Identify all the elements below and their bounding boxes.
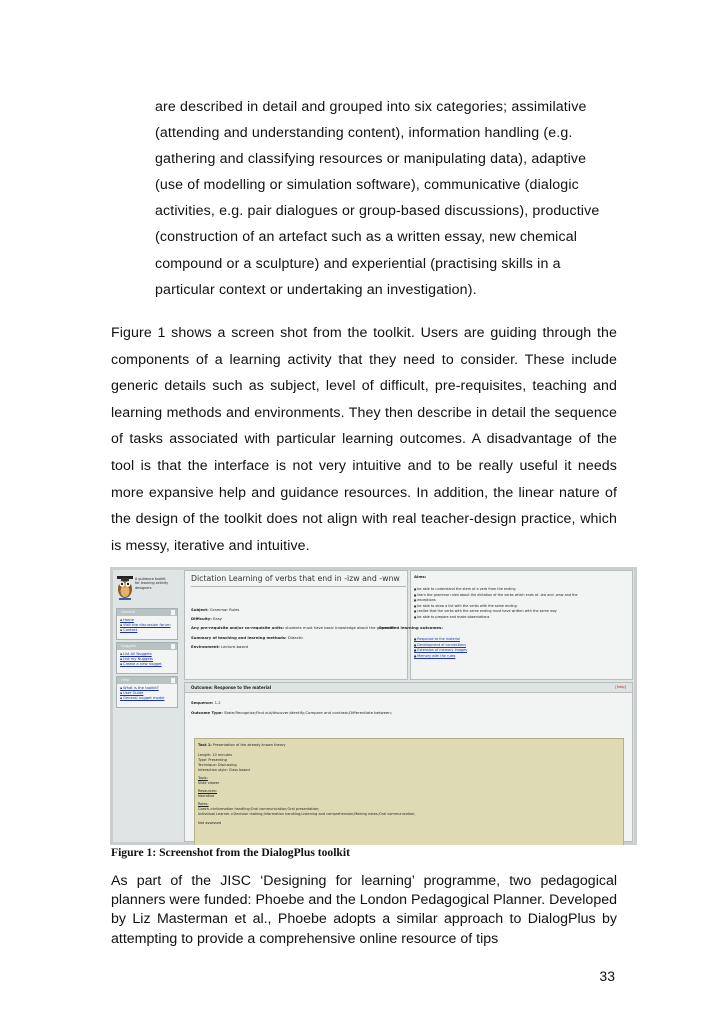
text-line: (attending and understanding content), information handling (e.g. xyxy=(155,125,573,142)
outcome-type-row: Outcome Type: State;Recognise;Find out/discover;Identify;Compare and contrast;Differentiate between; xyxy=(191,710,392,715)
aim-item: ■ be able to prepare and make observations xyxy=(414,615,578,621)
outcome-header xyxy=(185,683,632,693)
aims-label: Aims: xyxy=(414,574,427,579)
nav-link-home[interactable]: ▪ Home xyxy=(120,618,177,623)
aim-item: ■ learn the grammar rules about the dictation of the verbs which ends at -izw and -wnw and the xyxy=(414,593,578,599)
collapse-icon[interactable] xyxy=(171,644,175,649)
nav-link-create-nugget[interactable]: ▪ Create a new nugget xyxy=(120,662,177,667)
logo-line: A guidance toolkit xyxy=(135,577,166,581)
box-header xyxy=(117,643,177,650)
task-detail: Technique: Discussing xyxy=(198,763,237,767)
screenshot-window xyxy=(113,570,634,842)
outcome-link[interactable]: ■ Extension of memory images xyxy=(414,648,467,654)
task-title: Task 1: Presentation of the already known theory xyxy=(198,743,286,747)
roles-line: Coach->Information handling;Oral communication;Oral presentation; xyxy=(198,807,320,811)
sequence-row: Sequence: 1.2 xyxy=(191,700,221,705)
logo-tagline xyxy=(135,577,168,590)
aim-item: ■ be able to understand the stem of a verb from the ending xyxy=(414,587,578,593)
help-box xyxy=(116,676,178,708)
assessment-status: Not assessed xyxy=(198,821,222,825)
task-box xyxy=(194,738,624,845)
page-number: 33 xyxy=(599,968,615,984)
collapse-icon[interactable] xyxy=(171,678,175,683)
help-link[interactable]: [help] xyxy=(615,685,626,689)
task-detail: Type: Presenting xyxy=(198,758,227,762)
text-line: are described in detail and grouped into six categories; assimilative xyxy=(155,99,587,115)
owl-logo-icon xyxy=(116,574,134,600)
box-title: Help xyxy=(121,678,130,682)
nav-link-contact[interactable]: ▪ Contact xyxy=(120,628,177,633)
outcome-title: Outcome: Response to the material xyxy=(191,685,272,690)
outcome-link[interactable]: ■ Response to the material xyxy=(414,637,467,643)
tools-value: Slide viewer xyxy=(198,781,220,785)
nav-link-list-my-nuggets[interactable]: ▪ List my Nuggets xyxy=(120,657,177,662)
aims-outcomes-panel xyxy=(379,570,633,680)
nav-link-nugget-model[interactable]: ▪ General nugget model xyxy=(120,696,177,701)
outcome-panel xyxy=(184,682,633,842)
aim-item: ■ realize that the verbs with the same ending must have written with the same way xyxy=(414,609,578,615)
figure-screenshot xyxy=(110,567,637,845)
outcome-link[interactable]: ■ Development of connections xyxy=(414,643,467,649)
text-line: compound or a sculpture) and experiential (practising skills in a xyxy=(155,255,561,272)
text-line: (construction of an artefact such as a written essay, new chemical xyxy=(155,229,578,246)
resources-label: Resources: xyxy=(198,789,218,793)
collapse-icon[interactable] xyxy=(171,610,175,615)
aim-item: ■ exceptions xyxy=(414,598,578,604)
outcome-link[interactable]: ■ Memory with the rules xyxy=(414,654,467,660)
resources-value: Narrative xyxy=(198,794,215,798)
outcomes-list xyxy=(414,637,467,659)
logo-line: for learning activity xyxy=(135,581,169,586)
text-line: particular context or undertaking an investigation). xyxy=(155,281,477,298)
toolkit-main xyxy=(184,570,634,842)
general-box xyxy=(116,608,178,640)
box-title: General xyxy=(121,610,136,614)
activity-details-panel xyxy=(184,570,408,680)
figure-caption: Figure 1: Screenshot from the DialogPlus toolkit xyxy=(111,846,350,859)
nuggets-box xyxy=(116,642,178,674)
meta-environment: Environment: Lecture-based xyxy=(191,644,249,649)
activity-title: Dictation Learning of verbs that end in -izw and -wnw xyxy=(191,574,400,583)
logo-line: designers xyxy=(135,585,152,590)
box-header xyxy=(117,609,177,616)
meta-difficulty: Difficulty: Easy xyxy=(191,616,222,621)
aim-item: ■ be able to show a list with the verbs with the same ending xyxy=(414,604,578,610)
body-paragraph-jisc: As part of the JISC ‘Designing for learning’ programme, two pedagogical planners were funded: Phoebe and the London Pedagogical Planner. Developed by Liz Masterman et al., Phoebe adopts a similar approach to DialogPlus by attempting to provide a comprehensive online resource of tips xyxy=(111,873,617,947)
aims-list xyxy=(414,587,578,620)
nav-link-user-guide[interactable]: ▪ User Guide xyxy=(120,691,177,696)
box-header xyxy=(117,677,177,684)
text-line: (use of modelling or simulation software), communicative (dialogic xyxy=(155,177,579,194)
toolkit-sidebar xyxy=(113,570,181,842)
outcomes-label: Specified learning outcomes: xyxy=(379,625,443,630)
task-detail: Length: 10 minutes xyxy=(198,753,233,757)
meta-subject: Subject: Grammar Rules xyxy=(191,607,240,612)
box-title: Nuggets xyxy=(121,644,137,648)
roles-label: Roles: xyxy=(198,802,209,806)
text-line: activities, e.g. pair dialogues or group-based discussions), productive xyxy=(155,203,600,220)
toolkit-logo xyxy=(115,574,179,606)
text-line: gathering and classifying resources or manipulating data), adaptive xyxy=(155,151,587,168)
nav-link-forum[interactable]: ▪ Visit the discussion forum xyxy=(120,623,177,628)
tools-label: Tools: xyxy=(198,776,208,780)
task-detail: Interaction style: Class based xyxy=(198,768,250,772)
roles-line: Individual Learner->Decision making;Information handling;Listening and comprehension;Making notes;Oral communication; xyxy=(198,812,416,816)
nav-link-list-all-nuggets[interactable]: ▪ List All Nuggets xyxy=(120,652,177,657)
body-paragraph-figure-description: Figure 1 shows a screen shot from the toolkit. Users are guiding through the components of a learning activity that they need to consider. These include generic details such as subject, level of difficult, pre-requisites, teaching and learning methods and environments. They then describe in detail the sequence of tasks associated with particular learning outcomes. A disadvantage of the tool is that the interface is not very intuitive and to be really useful it needs more expansive help and guidance resources. In addition, the linear nature of the design of the toolkit does not align with real teacher-design practice, which is messy, iterative and intuitive. xyxy=(111,325,617,554)
meta-prerequisites: Any pre-requisite and/or co-requisite units: students must have basic knowledge about the grammar xyxy=(191,625,395,630)
indented-paragraph xyxy=(155,94,617,303)
divider xyxy=(191,586,406,587)
nav-link-what-is-toolkit[interactable]: ▪ What is the toolkit? xyxy=(120,686,177,691)
meta-methods: Summary of teaching and learning methods: Didactic xyxy=(191,635,304,640)
